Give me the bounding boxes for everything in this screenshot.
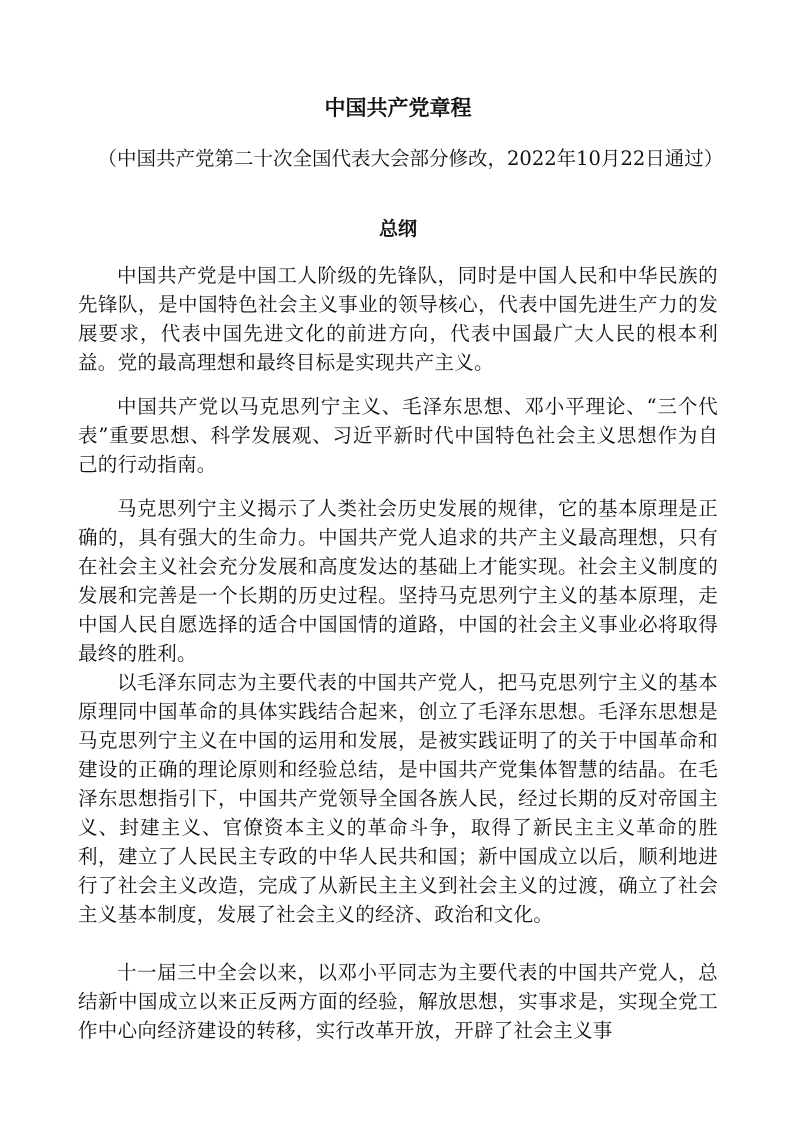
- section-heading: 总纲: [378, 218, 417, 240]
- paragraph: 十一届三中全会以来，以邓小平同志为主要代表的中国共产党人，总结新中国成立以来正反两方面的经验，解放思想，实事求是，实现全党工作中心向经济建设的转移，实行改革开放，开辟了社会主义事: [78, 961, 718, 1042]
- paragraph: 中国共产党以马克思列宁主义、毛泽东思想、邓小平理论、“三个代表”重要思想、科学发展观、习近平新时代中国特色社会主义思想作为自己的行动指南。: [78, 395, 718, 476]
- paragraph: 以毛泽东同志为主要代表的中国共产党人，把马克思列宁主义的基本原理同中国革命的具体实践结合起来，创立了毛泽东思想。毛泽东思想是马克思列宁主义在中国的运用和发展，是被实践证明了的关于中国革命和建设的正确的理论原则和经验总结，是中国共产党集体智慧的结晶。在毛泽东思想指引下，中国共产党领导全国各族人民，经过长期的反对帝国主义、封建主义、官僚资本主义的革命斗争，取得了新民主主义革命的胜利，建立了人民民主专政的中华人民共和国；新中国成立以后，顺利地进行了社会主义改造，完成了从新民主主义到社会主义的过渡，确立了社会主义基本制度，发展了社会主义的经济、政治和文化。: [78, 671, 718, 926]
- paragraph: 中国共产党是中国工人阶级的先锋队，同时是中国人民和中华民族的先锋队，是中国特色社会主义事业的领导核心，代表中国先进生产力的发展要求，代表中国先进文化的前进方向，代表中国最广大人民的根本利益。党的最高理想和最终目标是实现共产主义。: [78, 264, 718, 374]
- document-subtitle: （中国共产党第二十次全国代表大会部分修改，2022年10月22日通过）: [97, 147, 724, 170]
- document-page: [78, 0, 724, 1122]
- paragraph: 马克思列宁主义揭示了人类社会历史发展的规律，它的基本原理是正确的，具有强大的生命力。中国共产党人追求的共产主义最高理想，只有在社会主义社会充分发展和高度发达的基础上才能实现。社会主义制度的发展和完善是一个长期的历史过程。坚持马克思列宁主义的基本原理，走中国人民自愿选择的适合中国国情的道路，中国的社会主义事业必将取得最终的胜利。: [78, 497, 718, 665]
- document-title: 中国共产党章程: [324, 96, 472, 120]
